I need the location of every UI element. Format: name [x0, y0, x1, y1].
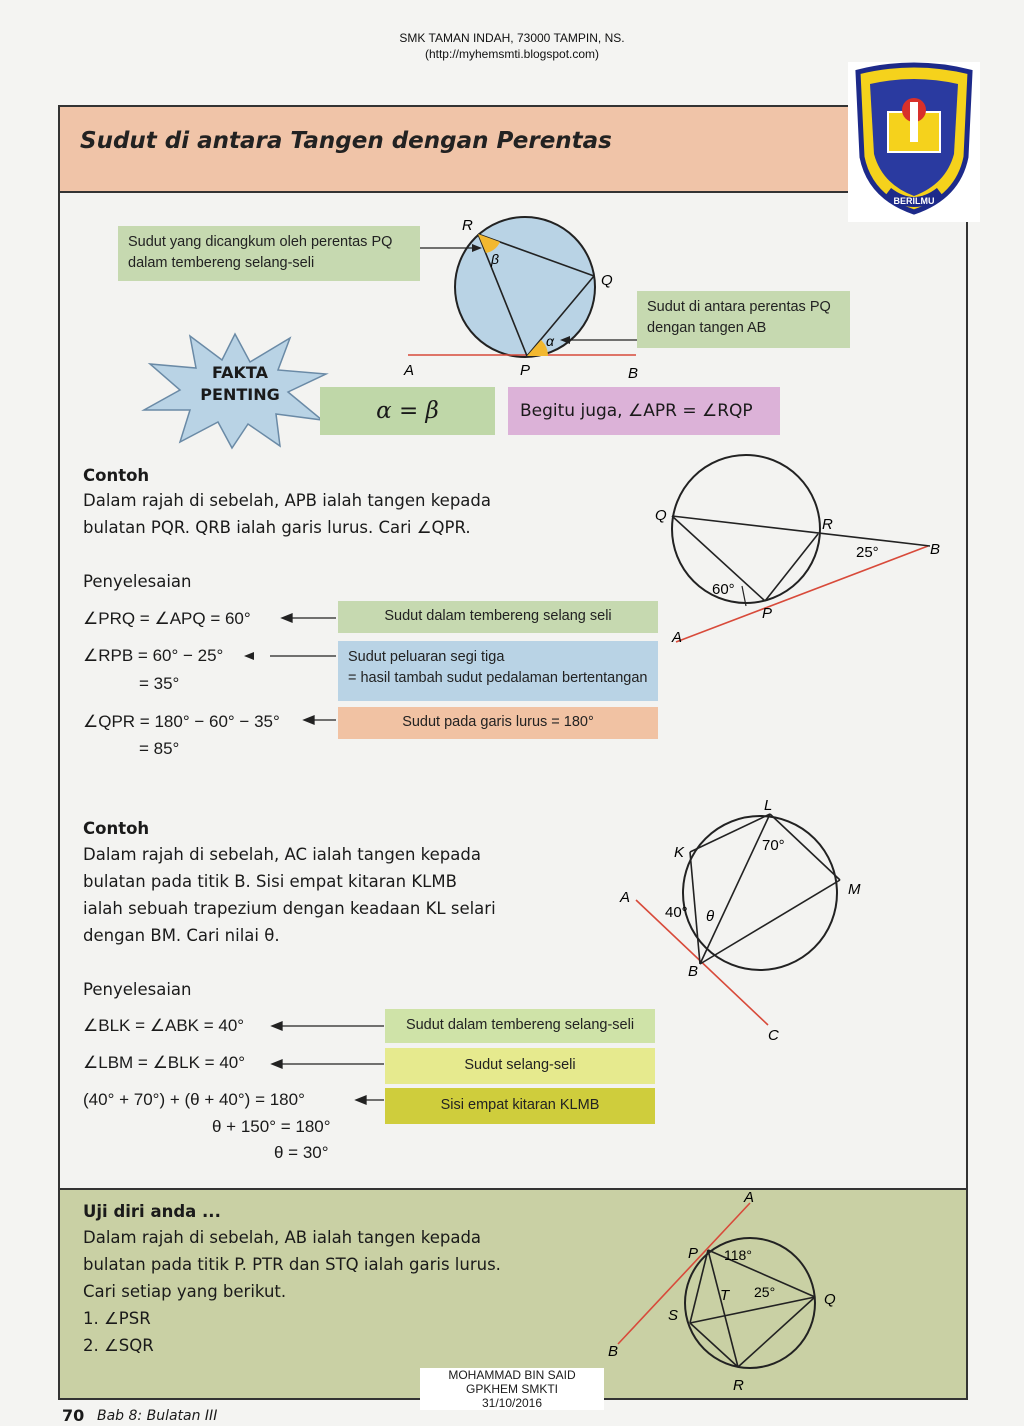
contoh1-diagram: [640, 445, 960, 655]
tangent-ab-uji: [618, 1203, 750, 1344]
c2-point-b: B: [688, 963, 699, 980]
contoh1-step3: = 35°: [139, 674, 180, 693]
contoh2-solution-heading: Penyelesaian: [83, 980, 192, 999]
contoh2-step5: θ = 30°: [274, 1143, 329, 1162]
contoh2-reason3: Sisi empat kitaran KLMB: [385, 1088, 655, 1124]
c2-point-c: C: [768, 1027, 779, 1044]
contoh1-step5: = 85°: [139, 739, 180, 758]
contoh2-text3: ialah sebuah trapezium dengan keadaan KL selari: [83, 899, 496, 918]
contoh2-text2: bulatan pada titik B. Sisi empat kitaran KLMB: [83, 872, 457, 891]
circle-3: [683, 816, 837, 970]
contoh1-solution-heading: Penyelesaian: [83, 572, 192, 591]
logo-motto: BERILMU: [893, 196, 935, 206]
logo: [848, 62, 980, 222]
contoh1-arrows: [270, 600, 345, 730]
school-header: SMK TAMAN INDAH, 73000 TAMPIN, NS.: [399, 31, 625, 45]
contoh2-step3: (40° + 70°) + (θ + 40°) = 180°: [83, 1090, 305, 1109]
circle-2: [672, 455, 820, 603]
c1-point-b: B: [930, 541, 941, 558]
fakta-line1: FAKTA: [212, 363, 268, 382]
contoh1-text1: Dalam rajah di sebelah, APB ialah tangen kepada: [83, 491, 491, 510]
u-point-t: T: [720, 1287, 730, 1304]
u-point-s: S: [668, 1307, 679, 1324]
contoh1-step2: ∠RPB = 60° − 25°: [83, 646, 224, 665]
footer-position: GPKHEM SMKTI: [465, 1382, 558, 1396]
contoh2-reason2: Sudut selang-seli: [385, 1048, 655, 1084]
c1-point-a: A: [672, 629, 683, 646]
contoh2-diagram: [610, 795, 870, 1050]
fakta-line2: PENTING: [200, 385, 280, 404]
u-point-q: Q: [824, 1291, 836, 1308]
contoh1-reason3: Sudut pada garis lurus = 180°: [338, 707, 658, 739]
point-r: R: [462, 217, 473, 234]
footer-credit: [420, 1368, 604, 1410]
c1-point-p: P: [762, 605, 773, 622]
u-angle-118: 118°: [724, 1247, 752, 1263]
contoh1-text2: bulatan PQR. QRB ialah garis lurus. Cari ∠QPR.: [83, 518, 471, 537]
contoh2-step4: θ + 150° = 180°: [212, 1117, 331, 1136]
c2-angle-theta: θ: [706, 908, 715, 925]
label-inscribed-angle: Sudut yang dicangkum oleh perentas PQ dalam tembereng selang-seli: [118, 226, 420, 281]
c2-angle-70: 70°: [762, 837, 785, 854]
angle-beta: β: [491, 251, 499, 267]
c1-angle-60: 60°: [712, 581, 735, 598]
c2-point-m: M: [848, 881, 861, 898]
u-point-p: P: [688, 1245, 699, 1262]
line-sr: [690, 1323, 738, 1367]
contoh2-text4: dengan BM. Cari nilai θ.: [83, 926, 280, 945]
c1-angle-25: 25°: [856, 544, 879, 561]
circle-1: [455, 217, 595, 357]
c1-point-r: R: [822, 516, 833, 533]
line-qrb: [672, 516, 930, 546]
contoh1-step1: ∠PRQ = ∠APQ = 60°: [83, 609, 251, 628]
line-stq: [690, 1297, 815, 1323]
contoh1-arrow2-head: [240, 645, 270, 665]
contoh2-step2: ∠LBM = ∠BLK = 40°: [83, 1053, 246, 1072]
u-point-b: B: [608, 1343, 619, 1360]
fakta-label: [190, 362, 290, 406]
line-ptr: [708, 1250, 738, 1367]
tangent-chord-diagram: [380, 200, 680, 380]
label-tangent-chord-angle: Sudut di antara perentas PQ dengan tangen AB: [637, 291, 850, 348]
u-point-a: A: [744, 1189, 755, 1206]
uji-item2: 2. ∠SQR: [83, 1336, 154, 1355]
contoh2-heading: Contoh: [83, 819, 150, 838]
uji-text2: bulatan pada titik P. PTR dan STQ ialah garis lurus.: [83, 1255, 501, 1274]
chapter-label: Bab 8: Bulatan III: [97, 1408, 218, 1424]
footer-date: 31/10/2016: [481, 1396, 543, 1410]
uji-item1: 1. ∠PSR: [83, 1309, 151, 1328]
contoh1-reason1: Sudut dalam tembereng selang seli: [338, 601, 658, 633]
c2-point-k: K: [674, 844, 685, 861]
u-angle-25: 25°: [754, 1284, 776, 1300]
page-title: Sudut di antara Tangen dengan Perentas: [80, 128, 612, 154]
contoh2-arrows: [260, 1010, 390, 1120]
school-crest-icon: [848, 62, 980, 222]
contoh2-step1: ∠BLK = ∠ABK = 40°: [83, 1016, 245, 1035]
uji-heading: Uji diri anda ...: [83, 1202, 221, 1221]
uji-diagram: [600, 1188, 860, 1398]
point-q: Q: [601, 272, 613, 289]
contoh1-reason2: Sudut peluaran segi tiga: [348, 649, 505, 665]
page-number: 70: [62, 1406, 85, 1425]
point-b: B: [628, 365, 639, 380]
footer-author: MOHAMMAD BIN SAID: [448, 1368, 576, 1382]
contoh1-reason2b: = hasil tambah sudut pedalaman bertentangan: [348, 670, 648, 686]
begitu-box: Begitu juga, ∠APR = ∠RQP: [508, 387, 780, 435]
u-point-r: R: [733, 1377, 744, 1394]
line-rq: [738, 1297, 815, 1367]
school-url[interactable]: (http://myhemsmti.blogspot.com): [424, 47, 600, 61]
contoh2-text1: Dalam rajah di sebelah, AC ialah tangen kepada: [83, 845, 481, 864]
line-lb: [700, 814, 770, 964]
uji-text1: Dalam rajah di sebelah, AB ialah tangen kepada: [83, 1228, 482, 1247]
c2-angle-40: 40°: [665, 904, 688, 921]
c2-point-l: L: [764, 797, 773, 814]
c1-point-q: Q: [655, 507, 667, 524]
point-p: P: [520, 362, 531, 379]
uji-text3: Cari setiap yang berikut.: [83, 1282, 287, 1301]
line-mb: [700, 880, 840, 964]
contoh2-reason1: Sudut dalam tembereng selang-seli: [385, 1009, 655, 1043]
line-kl: [690, 814, 770, 852]
line-kb: [690, 852, 700, 964]
contoh1-step4: ∠QPR = 180° − 60° − 35°: [83, 712, 280, 731]
c2-point-a: A: [620, 889, 631, 906]
contoh1-reason2-box: [338, 641, 658, 701]
point-a: A: [404, 362, 415, 379]
angle-alpha: α: [546, 333, 554, 349]
contoh1-heading: Contoh: [83, 466, 150, 485]
formula-box: α = β: [320, 387, 495, 435]
